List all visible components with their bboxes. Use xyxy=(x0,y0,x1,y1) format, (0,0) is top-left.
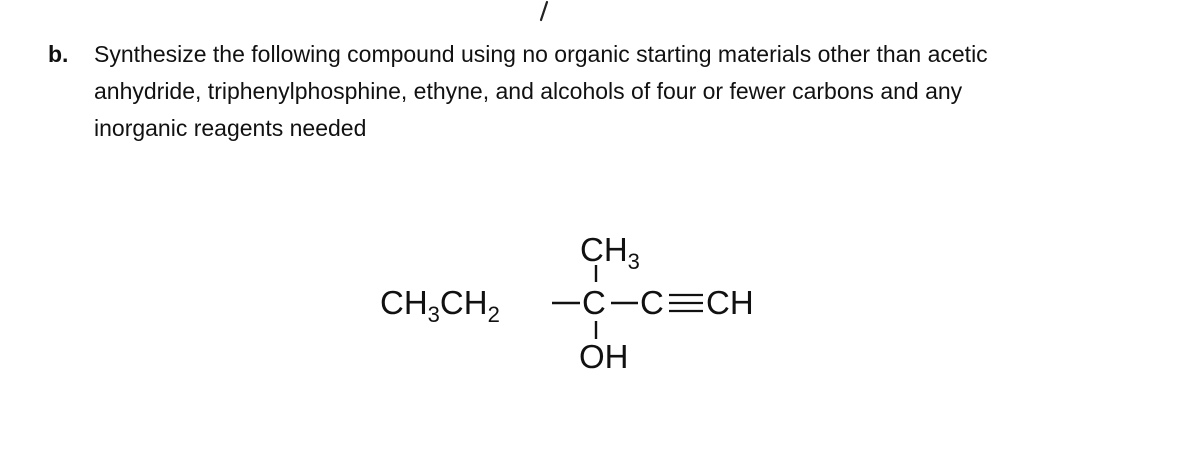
question-text xyxy=(94,36,1128,147)
question-line: Synthesize the following compound using no organic starting materials other than acetic xyxy=(94,41,988,67)
question-block xyxy=(48,36,1128,147)
terminal-ch: CH xyxy=(706,284,754,321)
quaternary-carbon: C xyxy=(582,284,606,321)
triple-bond xyxy=(669,295,703,311)
ethyl-group: $CH_3CH_2$ xyxy=(380,284,500,327)
alkyne-carbon: C xyxy=(640,284,664,321)
question-label: b. xyxy=(48,41,69,67)
question-line: inorganic reagents needed xyxy=(94,115,367,141)
question-line: anhydride, triphenylphosphine, ethyne, and alcohols of four or fewer carbons and any xyxy=(94,78,963,104)
chemical-structure xyxy=(370,215,800,395)
hydroxyl-group: OH xyxy=(579,338,629,375)
methyl-group: $CH_3$ xyxy=(580,231,640,274)
stray-pen-mark xyxy=(538,0,550,22)
